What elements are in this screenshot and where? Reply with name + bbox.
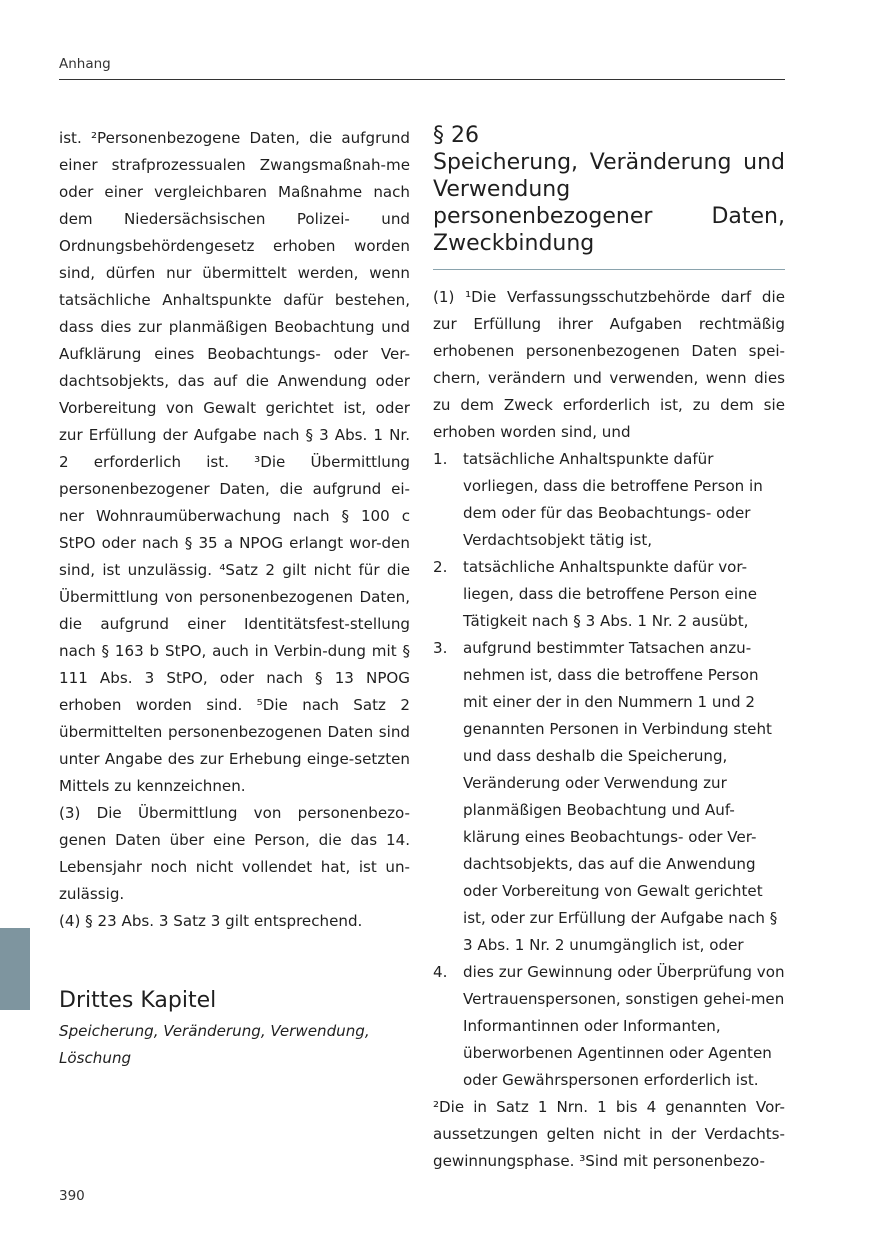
list-item bbox=[433, 635, 785, 959]
list-item-text: aufgrund bestimmter Tatsachen anzu-nehmen ist, dass die betroffene Person mit einer der in den Nummern 1 und 2 genannten Personen in Verbindung steht und dass deshalb die Speicherung, Veränderung oder Verwendung zur planmäßigen Beobachtung und Auf-klärung eines Beobachtungs- oder Ver-dachtsobjekts, das auf die Anwendung oder Vorbereitung von Gewalt gerichtet ist, oder zur Erfüllung der Aufgabe nach § 3 Abs. 1 Nr. 2 unumgänglich ist, oder bbox=[463, 639, 778, 954]
list-item-number: 4. bbox=[433, 963, 448, 981]
section-closing: ²Die in Satz 1 Nrn. 1 bis 4 genannten Vor-aussetzungen gelten nicht in der Verdachts-gewinnungsphase. ³Sind mit personenbezo- bbox=[433, 1098, 785, 1170]
header-rule bbox=[59, 79, 785, 80]
list-item-text: dies zur Gewinnung oder Überprüfung von Vertrauenspersonen, sonstigen gehei-men Informantinnen oder Informanten, überworbenen Agentinnen oder Agenten oder Gewährspersonen erforderlich ist. bbox=[463, 963, 785, 1089]
chapter-heading-block bbox=[59, 984, 410, 1072]
list-item-number: 3. bbox=[433, 639, 448, 657]
section-intro: (1) ¹Die Verfassungsschutzbehörde darf die zur Erfüllung ihrer Aufgaben rechtmäßig erhobenen personenbezogenen Daten spei-chern, verändern und verwenden, wenn dies zu dem Zweck erforderlich ist, zu dem sie erhoben worden sind, und bbox=[433, 288, 785, 441]
list-item-text: tatsächliche Anhaltspunkte dafür vor-liegen, dass die betroffene Person eine Tätigkeit nach § 3 Abs. 1 Nr. 2 ausübt, bbox=[463, 558, 757, 630]
list-item-number: 1. bbox=[433, 450, 448, 468]
list-item bbox=[433, 959, 785, 1094]
list-item-text: tatsächliche Anhaltspunkte dafür vorliegen, dass die betroffene Person in dem oder für das Beobachtungs- oder Verdachtsobjekt tätig ist, bbox=[463, 450, 763, 549]
condition-list bbox=[433, 446, 785, 1094]
list-item bbox=[433, 446, 785, 554]
list-item-number: 2. bbox=[433, 558, 448, 576]
paragraph-continuation: ist. ²Personenbezogene Daten, die aufgrund einer strafprozessualen Zwangsmaßnah-me oder einer vergleichbaren Maßnahme nach dem Niedersächsischen Polizei- und Ordnungsbehördengesetz erhoben worden sind, dürfen nur übermittelt werden, wenn tatsächliche Anhaltspunkte dafür bestehen, dass dies zur planmäßigen Beobachtung und Aufklärung eines Beobachtungs- oder Ver-dachtsobjekts, das auf die Anwendung oder Vorbereitung von Gewalt gerichtet ist, oder zur Erfüllung der Aufgabe nach § 3 Abs. 1 Nr. 2 erforderlich ist. ³Die Übermittlung personenbezogener Daten, die aufgrund ei-ner Wohnraumüberwachung nach § 100 c StPO oder nach § 35 a NPOG erlangt wor-den sind, ist unzulässig. ⁴Satz 2 gilt nicht für die Übermittlung von personenbezogenen Daten, die aufgrund einer Identitätsfest-stellung nach § 163 b StPO, auch in Verbin-dung mit § 111 Abs. 3 StPO, oder nach § 13 NPOG erhoben worden sind. ⁵Die nach Satz 2 übermittelten personenbezogenen Daten sind unter Angabe des zur Erhebung einge-setzten Mittels zu kennzeichnen. bbox=[59, 129, 410, 795]
paragraph-3: (3) Die Übermittlung von personenbezo-genen Daten über eine Person, die das 14. Lebensjahr noch nicht vollendet hat, ist un-zulässig. bbox=[59, 804, 410, 903]
running-head: Anhang bbox=[59, 56, 111, 72]
left-column bbox=[59, 125, 410, 935]
right-column bbox=[433, 122, 785, 1175]
section-title-rule bbox=[433, 269, 785, 270]
section-number: § 26 bbox=[433, 123, 479, 148]
page-number: 390 bbox=[59, 1188, 85, 1204]
chapter-side-tab bbox=[0, 928, 30, 1010]
chapter-heading: Drittes Kapitel bbox=[59, 988, 217, 1013]
list-item bbox=[433, 554, 785, 635]
paragraph-4: (4) § 23 Abs. 3 Satz 3 gilt entsprechend. bbox=[59, 912, 363, 930]
section-title: Speicherung, Veränderung und Verwendung personenbezogener Daten, Zweckbindung bbox=[433, 150, 785, 256]
chapter-subtitle: Speicherung, Veränderung, Verwendung, Löschung bbox=[59, 1022, 370, 1067]
